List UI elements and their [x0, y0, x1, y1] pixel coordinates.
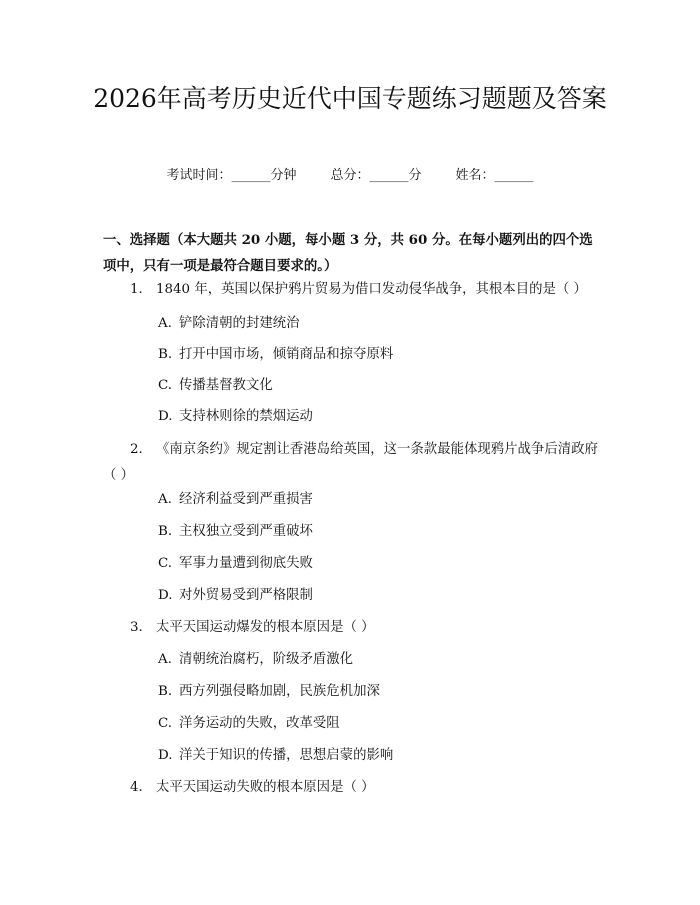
option-letter: C.	[158, 378, 173, 393]
question-number: 3.	[130, 620, 143, 635]
option-text: 洋务运动的失败，改革受阻	[179, 716, 340, 731]
question-2-option-a	[158, 487, 598, 513]
question-3-option-d	[158, 743, 598, 769]
question-text: 太平天国运动失败的根本原因是（ ）	[156, 780, 375, 795]
question-2-option-b	[158, 519, 598, 545]
question-2	[103, 437, 603, 489]
question-text: 1840 年，英国以保护鸦片贸易为借口发动侵华战争，其根本目的是（ ）	[156, 282, 587, 297]
option-letter: A.	[158, 492, 172, 507]
option-letter: A.	[158, 652, 172, 667]
question-1-option-d	[158, 404, 598, 430]
option-text: 西方列强侵略加剧，民族危机加深	[179, 684, 380, 699]
exam-score-field: 总分：______分	[330, 168, 422, 183]
question-text: 《南京条约》规定割让香港岛给英国，这一条款最能体现鸦片战争后清政府（ ）	[103, 442, 598, 483]
question-number: 2.	[130, 442, 143, 457]
exam-name-field: 姓名：______	[455, 168, 534, 183]
question-3-option-c	[158, 711, 598, 737]
exam-time-field: 考试时间：______分钟	[166, 168, 297, 183]
question-1	[103, 277, 603, 303]
option-text: 洋关于知识的传播，思想启蒙的影响	[179, 748, 394, 763]
option-letter: D.	[158, 409, 173, 424]
question-text: 太平天国运动爆发的根本原因是（ ）	[156, 620, 375, 635]
option-letter: B.	[158, 684, 173, 699]
option-text: 军事力量遭到彻底失败	[179, 556, 313, 571]
option-letter: C.	[158, 716, 173, 731]
option-letter: A.	[158, 316, 172, 331]
exam-info-line	[0, 166, 700, 186]
question-number: 4.	[130, 780, 143, 795]
option-text: 对外贸易受到严格限制	[179, 588, 313, 603]
option-letter: B.	[158, 347, 173, 362]
question-number: 1.	[130, 282, 143, 297]
option-text: 主权独立受到严重破坏	[179, 524, 313, 539]
question-4	[103, 775, 603, 801]
question-2-option-d	[158, 583, 598, 609]
option-text: 传播基督教文化	[179, 378, 273, 393]
section-heading: 一、选择题（本大题共 20 小题，每小题 3 分，共 60 分。在每小题列出的四个选项中，只有一项是最符合题目要求的。）	[103, 232, 593, 274]
question-1-option-b	[158, 342, 598, 368]
question-1-option-c	[158, 373, 598, 399]
option-letter: B.	[158, 524, 173, 539]
page-title: 2026年高考历史近代中国专题练习题题及答案	[93, 84, 607, 113]
question-3	[103, 615, 603, 641]
question-3-option-b	[158, 679, 598, 705]
option-letter: D.	[158, 748, 173, 763]
option-letter: D.	[158, 588, 173, 603]
option-text: 支持林则徐的禁烟运动	[179, 409, 313, 424]
option-text: 铲除清朝的封建统治	[179, 316, 300, 331]
option-letter: C.	[158, 556, 173, 571]
option-text: 经济利益受到严重损害	[179, 492, 313, 507]
option-text: 打开中国市场，倾销商品和掠夺原料	[179, 347, 394, 362]
question-3-option-a	[158, 647, 598, 673]
question-1-option-a	[158, 311, 598, 337]
option-text: 清朝统治腐朽，阶级矛盾激化	[179, 652, 354, 667]
question-2-option-c	[158, 551, 598, 577]
